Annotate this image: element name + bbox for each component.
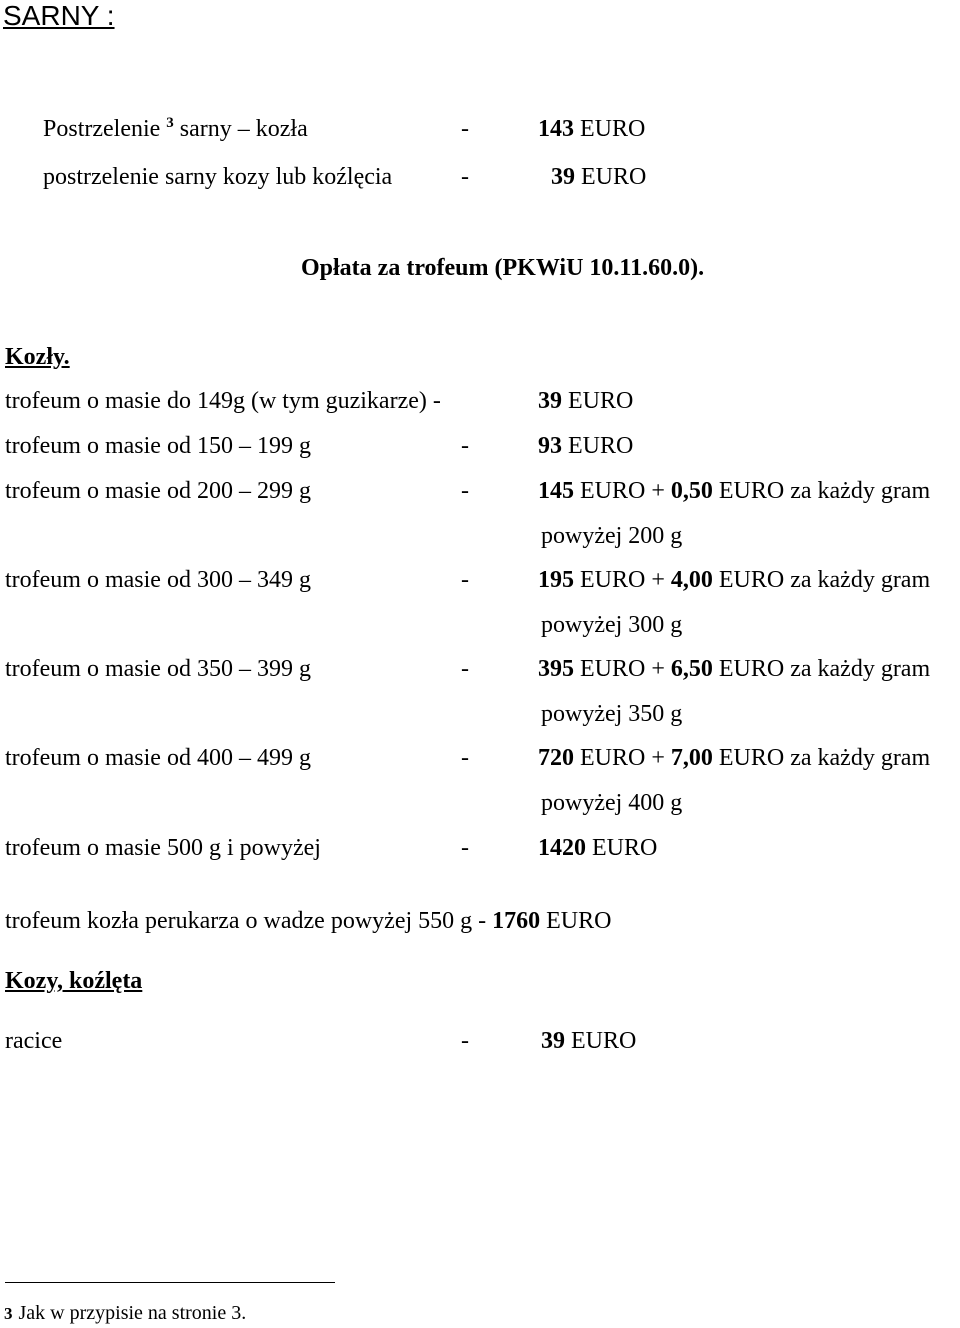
extra-text: EURO za każdy gram: [718, 656, 931, 682]
peruke-amount: 1760: [492, 908, 541, 934]
bucks-row-3-note: powyżej 200 g: [541, 523, 683, 549]
buck-currency: EURO: [580, 116, 646, 142]
price-amount: 145: [538, 478, 574, 504]
bucks-row-6-dash: -: [461, 745, 469, 771]
footnote-text: Jak w przypisie na stronie 3.: [18, 1302, 247, 1324]
bucks-row-5-note: powyżej 350 g: [541, 701, 683, 727]
price-currency: EURO +: [580, 567, 665, 593]
bucks-row-1-label: trofeum o masie do 149g (w tym guzikarze) -: [5, 388, 441, 414]
buck-shooting-label: [43, 117, 308, 141]
extra-amount: 7,00: [670, 745, 713, 771]
bucks-row-4-price: [538, 568, 930, 592]
price-currency: EURO +: [580, 745, 665, 771]
extra-text: EURO za każdy gram: [718, 478, 931, 504]
buck-shooting-dash: -: [461, 116, 469, 142]
racice-dash: -: [461, 1028, 469, 1054]
price-currency: EURO: [592, 835, 658, 861]
doe-amount: 39: [551, 164, 575, 190]
extra-amount: 4,00: [670, 567, 713, 593]
footnote-number: 3: [4, 1304, 13, 1323]
bucks-row-7-dash: -: [461, 835, 469, 861]
footnote-ref: 3: [166, 115, 174, 131]
bucks-row-4-note: powyżej 300 g: [541, 612, 683, 638]
footnote: [4, 1300, 246, 1324]
extra-amount: 0,50: [670, 478, 713, 504]
peruke-label: trofeum kozła perukarza o wadze powyżej 550 g -: [5, 908, 487, 934]
page-title: SARNY :: [3, 0, 115, 31]
price-amount: 1420: [538, 835, 586, 861]
bucks-row-6-price: [538, 746, 930, 770]
bucks-row-2-label: trofeum o masie od 150 – 199 g: [5, 433, 311, 459]
buck-amount: 143: [538, 116, 574, 142]
price-amount: 93: [538, 433, 562, 459]
racice-label: racice: [5, 1028, 63, 1054]
bucks-row-6-note: powyżej 400 g: [541, 790, 683, 816]
bucks-row-5-dash: -: [461, 656, 469, 682]
bucks-row-7-label: trofeum o masie 500 g i powyżej: [5, 835, 321, 861]
doe-shooting-price: [551, 165, 646, 189]
bucks-row-4-dash: -: [461, 567, 469, 593]
price-amount: 720: [538, 745, 574, 771]
doe-shooting-label: postrzelenie sarny kozy lub koźlęcia: [43, 164, 393, 190]
bucks-heading: Kozły.: [5, 344, 70, 370]
racice-currency: EURO: [571, 1028, 637, 1054]
doe-currency: EURO: [581, 164, 647, 190]
price-currency: EURO +: [580, 478, 665, 504]
extra-amount: 6,50: [670, 656, 713, 682]
buck-label-text: Postrzelenie: [43, 116, 167, 142]
trophy-fee-heading: Opłata za trofeum (PKWiU 10.11.60.0).: [301, 255, 705, 281]
does-heading: Kozy, koźlęta: [5, 968, 143, 994]
bucks-row-6-label: trofeum o masie od 400 – 499 g: [5, 745, 311, 771]
bucks-row-5-price: [538, 657, 930, 681]
price-currency: EURO +: [580, 656, 665, 682]
racice-amount: 39: [541, 1028, 565, 1054]
bucks-row-7-price: [538, 836, 657, 860]
bucks-row-2-dash: -: [461, 433, 469, 459]
price-currency: EURO: [568, 433, 634, 459]
price-amount: 395: [538, 656, 574, 682]
bucks-row-1-price: [538, 389, 633, 413]
peruke-row: [5, 909, 611, 933]
doe-shooting-dash: -: [461, 164, 469, 190]
buck-label-text-2: sarny – kozła: [173, 116, 308, 142]
price-amount: 39: [538, 388, 562, 414]
peruke-currency: EURO: [546, 908, 612, 934]
bucks-row-3-dash: -: [461, 478, 469, 504]
bucks-row-2-price: [538, 434, 633, 458]
bucks-row-5-label: trofeum o masie od 350 – 399 g: [5, 656, 311, 682]
price-amount: 195: [538, 567, 574, 593]
extra-text: EURO za każdy gram: [718, 567, 931, 593]
buck-shooting-price: [538, 117, 645, 141]
bucks-row-3-price: [538, 479, 930, 503]
extra-text: EURO za każdy gram: [718, 745, 931, 771]
racice-price: [541, 1029, 636, 1053]
footnote-divider: [5, 1282, 335, 1283]
bucks-row-3-label: trofeum o masie od 200 – 299 g: [5, 478, 311, 504]
bucks-row-4-label: trofeum o masie od 300 – 349 g: [5, 567, 311, 593]
price-currency: EURO: [568, 388, 634, 414]
